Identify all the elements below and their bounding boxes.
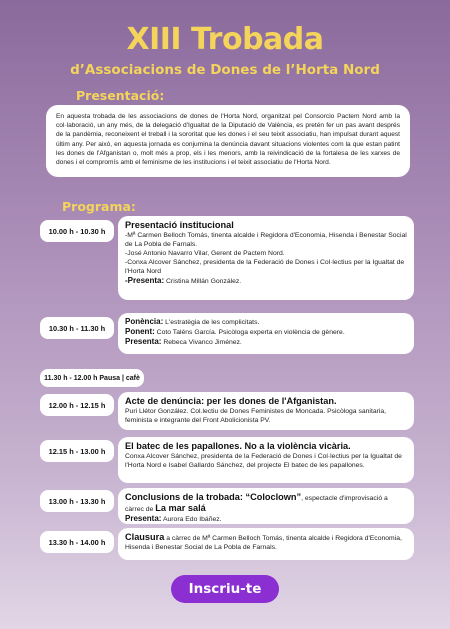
inscriu-te-button[interactable]: Inscriu-te bbox=[171, 575, 279, 603]
time-badge: 10.30 h - 11.30 h bbox=[40, 317, 114, 339]
session-title-end: La mar salá bbox=[155, 503, 206, 513]
session-title: Clausura bbox=[125, 532, 165, 542]
ponencia-label: Ponència: bbox=[125, 317, 164, 326]
presenter-label: Presenta: bbox=[125, 514, 162, 523]
pause-badge: 11.30 h - 12.00 h Pausa | cafè bbox=[40, 369, 144, 387]
session-card bbox=[118, 488, 414, 524]
ponencia-title: L'estratègia de les complicitats. bbox=[165, 319, 260, 326]
session-card bbox=[118, 313, 414, 354]
time-badge: 10.00 h - 10.30 h bbox=[40, 220, 114, 242]
session-description: a càrrec de Mª Carmen Belloch Tomás, tinenta alcalde i Regidora d'Economia, Hisenda i Benestar Social de La Pobla de Farnals. bbox=[125, 535, 402, 551]
session-card bbox=[118, 437, 414, 483]
ponent-label: Ponent: bbox=[125, 327, 155, 336]
presentacio-text: En aquesta trobada de les associacions de dones de l'Horta Nord, organitzat pel Consorcio Pactem Nord amb la col·laboració, un any més, de la delegació d'Igualtat de la Diputació de València, es pretén fer un pas avant després de la pandèmia, reconeixent el treball i la sororitat que les dones i el seu teixit associatiu, han impulsat durant aquest últim any. Per això, en aquesta jornada es conjumina la denúncia davant situacions violentes com la que estan patint les dones de l'Afganistan o, molt més a prop, els i les menors, amb la reivindicació de la fortalesa de les xarxes de dones i el compromís amb el feminisme de les institucions i el teixit associatiu de l'Horta Nord. bbox=[46, 105, 410, 177]
session-speaker: -José Antonio Navarro Vilar, Gerent de Pactem Nord. bbox=[125, 250, 285, 257]
programa-heading: Programa: bbox=[62, 199, 136, 214]
presenter-name: Rebeca Vivanco Jiménez. bbox=[163, 339, 242, 346]
session-title: Conclusions de la trobada: “Coloclown” bbox=[125, 492, 302, 502]
session-title: Presentació institucional bbox=[125, 220, 234, 230]
session-description: Conxa Alcover Sánchez, presidenta de la Federació de Dones i Col·lectius per la Igualtat de l'Horta Nord e Isabel Gallardo Sánchez, del projecte El batec de les papallones. bbox=[125, 453, 402, 469]
time-badge: 13.00 h - 13.30 h bbox=[40, 490, 114, 512]
ponent-name: Coto Taléns García. Psicòloga experta en violència de gènere. bbox=[156, 329, 345, 336]
time-badge: 12.15 h - 13.00 h bbox=[40, 440, 114, 462]
presenter-name: Aurora Edo Ibáñez. bbox=[162, 516, 222, 523]
session-card bbox=[118, 216, 414, 300]
event-title: XIII Trobada bbox=[126, 22, 324, 57]
session-card bbox=[118, 392, 414, 430]
presentacio-heading: Presentació: bbox=[76, 88, 165, 103]
session-title-rest: , espectacle d'improvisació a càrrec de bbox=[125, 495, 388, 513]
event-subtitle: d’Associacions de Dones de l’Horta Nord bbox=[70, 62, 380, 78]
session-title: Acte de denúncia: per les dones de l'Afganistan. bbox=[125, 396, 337, 406]
session-speaker: -Mª Carmen Belloch Tomás, tinenta alcalde i Regidora d'Economia, Hisenda i Benestar Social de La Pobla de Farnals. bbox=[125, 232, 407, 248]
presenter-name: Cristina Millán González. bbox=[166, 278, 242, 285]
time-badge: 12.00 h - 12.15 h bbox=[40, 394, 114, 416]
time-badge: 13.30 h - 14.00 h bbox=[40, 531, 114, 553]
session-title: El batec de les papallones. No a la violència vicària. bbox=[125, 441, 351, 451]
presenter-label: Presenta: bbox=[125, 337, 162, 346]
presenter-label: -Presenta: bbox=[125, 276, 165, 285]
session-speaker: -Conxa Alcover Sánchez, presidenta de la Federació de Dones i Col·lectius per la Igualtat de l'Horta Nord bbox=[125, 259, 405, 275]
session-card bbox=[118, 528, 414, 560]
session-description: Puri Llétor González. Col.lectiu de Dones Feministes de Moncada. Psicòloga sanitaria, feminista e integrante del Front Abolicionista PV. bbox=[125, 408, 387, 424]
